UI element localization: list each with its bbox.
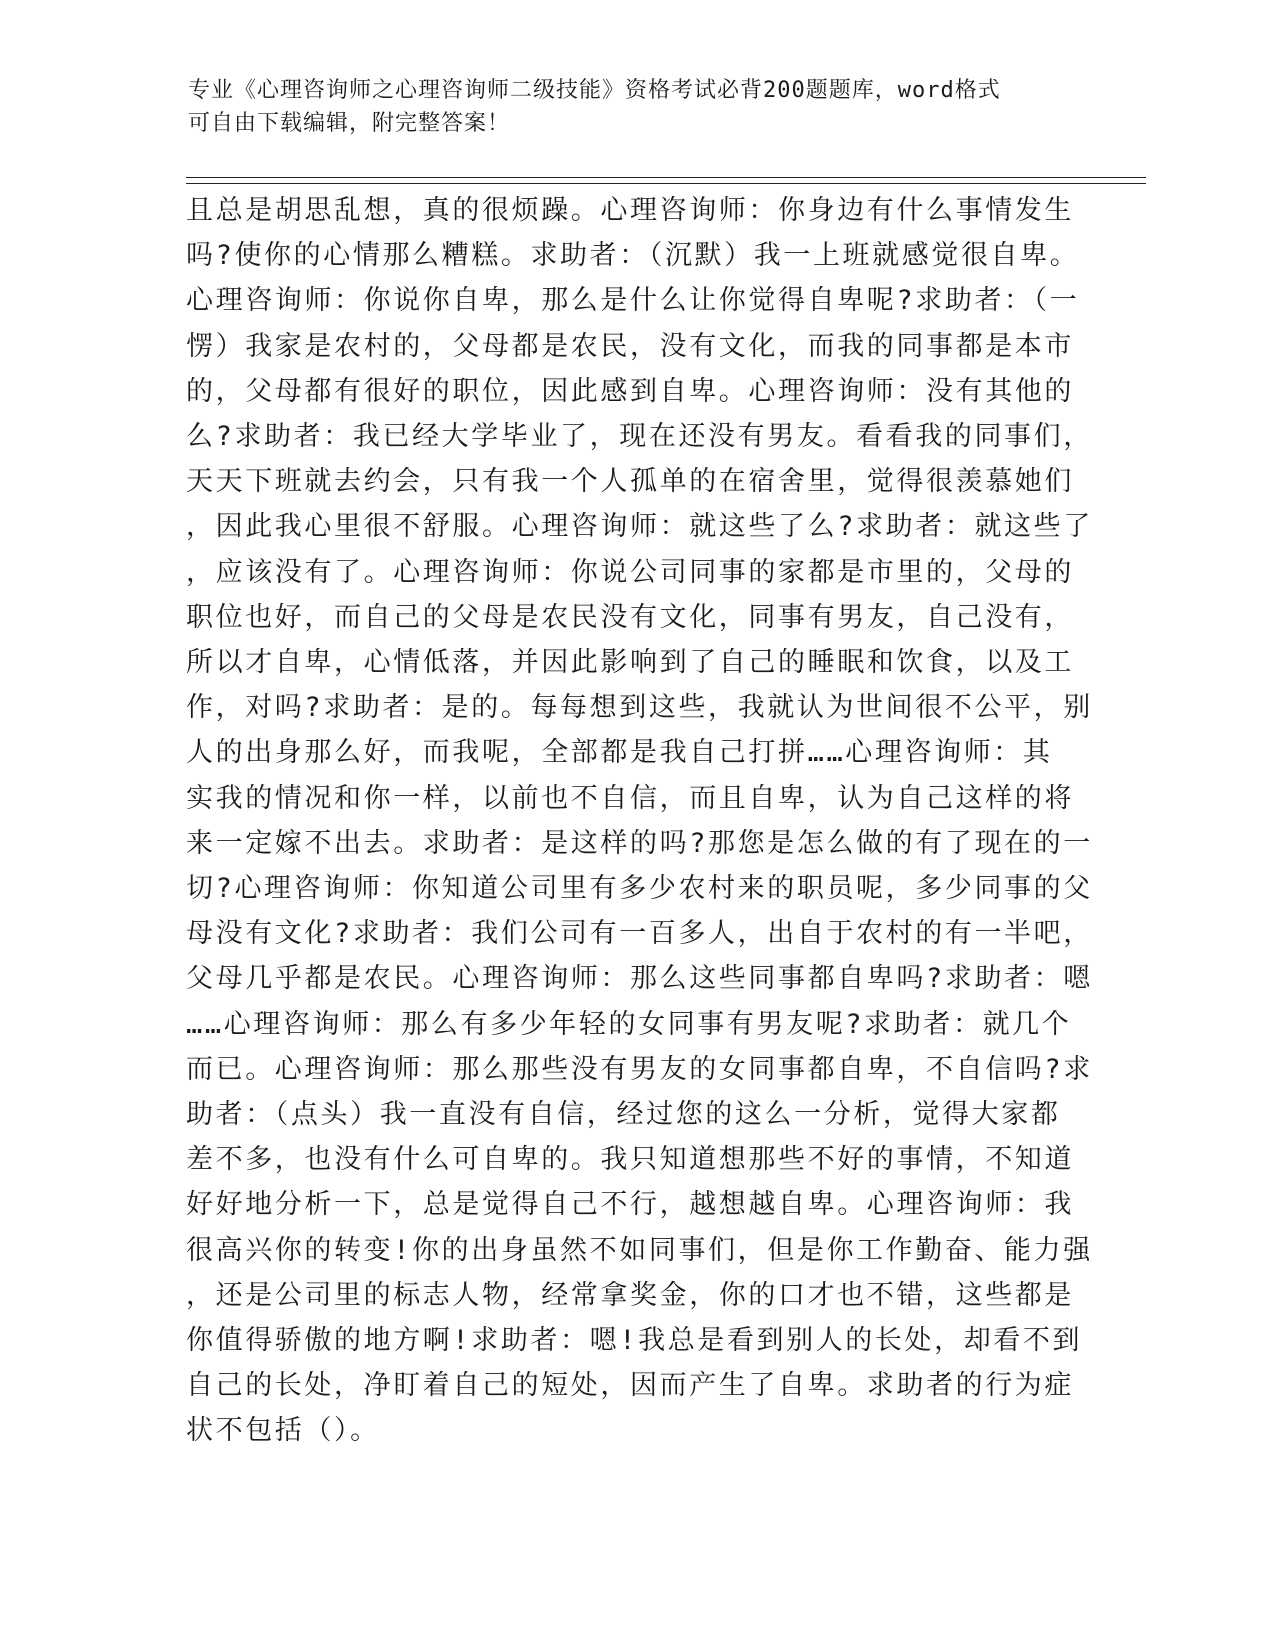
body-line: ，因此我心里很不舒服。心理咨询师：就这些了么?求助者：就这些了 — [186, 511, 1093, 543]
body-line: ……心理咨询师：那么有多少年轻的女同事有男友呢?求助者：就几个 — [186, 1008, 1072, 1040]
body-line: 实我的情况和你一样，以前也不自信，而且自卑，认为自己这样的将 — [186, 782, 1074, 814]
header-divider-top — [186, 177, 1146, 178]
body-line: 助者：（点头）我一直没有自信，经过您的这么一分析，觉得大家都 — [186, 1099, 1061, 1131]
body-line: 的，父母都有很好的职位，因此感到自卑。心理咨询师：没有其他的 — [186, 375, 1074, 407]
body-line: 愣）我家是农村的，父母都是农民，没有文化，而我的同事都是本市 — [186, 330, 1074, 362]
body-line: ，应该没有了。心理咨询师：你说公司同事的家都是市里的，父母的 — [186, 556, 1074, 588]
body-line: 母没有文化?求助者：我们公司有一百多人，出自于农村的有一半吧， — [186, 918, 1093, 950]
body-line: 差不多，也没有什么可自卑的。我只知道想那些不好的事情，不知道 — [186, 1144, 1074, 1176]
body-line: 切?心理咨询师：你知道公司里有多少农村来的职员呢，多少同事的父 — [186, 873, 1093, 905]
body-line: 人的出身那么好，而我呢，全部都是我自己打拼……心理咨询师：其 — [186, 737, 1053, 769]
body-line: 么?求助者：我已经大学毕业了，现在还没有男友。看看我的同事们， — [186, 421, 1093, 453]
document-body — [186, 188, 1093, 1454]
body-line: 职位也好，而自己的父母是农民没有文化，同事有男友，自己没有， — [186, 601, 1074, 633]
body-line: 你值得骄傲的地方啊!求助者：嗯!我总是看到别人的长处，却看不到 — [186, 1325, 1083, 1357]
body-line: 而已。心理咨询师：那么那些没有男友的女同事都自卑，不自信吗?求 — [186, 1053, 1093, 1085]
header-divider-bottom — [186, 183, 1146, 184]
body-line: 天天下班就去约会，只有我一个人孤单的在宿舍里，觉得很羡慕她们 — [186, 466, 1074, 498]
body-line: 自己的长处，净盯着自己的短处，因而产生了自卑。求助者的行为症 — [186, 1370, 1074, 1402]
body-line: 好好地分析一下，总是觉得自己不行，越想越自卑。心理咨询师：我 — [186, 1189, 1074, 1221]
body-line: 来一定嫁不出去。求助者：是这样的吗?那您是怎么做的有了现在的一 — [186, 827, 1093, 859]
header-line-2: 可自由下载编辑，附完整答案！ — [188, 111, 511, 136]
body-line: 吗?使你的心情那么糟糕。求助者：（沉默）我一上班就感觉很自卑。 — [186, 240, 1080, 272]
body-line: 作，对吗?求助者：是的。每每想到这些，我就认为世间很不公平，别 — [186, 692, 1093, 724]
body-line: 状不包括（）。 — [186, 1415, 380, 1447]
document-header — [188, 74, 1068, 140]
body-line: 所以才自卑，心情低落，并因此影响到了自己的睡眠和饮食，以及工 — [186, 647, 1074, 679]
body-line: 且总是胡思乱想，真的很烦躁。心理咨询师：你身边有什么事情发生 — [186, 195, 1074, 226]
body-line: ，还是公司里的标志人物，经常拿奖金，你的口才也不错，这些都是 — [186, 1279, 1074, 1311]
body-line: 心理咨询师：你说你自卑，那么是什么让你觉得自卑呢?求助者：（一 — [186, 285, 1080, 317]
body-line: 很高兴你的转变!你的出身虽然不如同事们，但是你工作勤奋、能力强 — [186, 1234, 1093, 1266]
header-line-1: 专业《心理咨询师之心理咨询师二级技能》资格考试必背200题题库，word格式 — [188, 78, 1001, 103]
body-line: 父母几乎都是农民。心理咨询师：那么这些同事都自卑吗?求助者：嗯 — [186, 963, 1093, 995]
